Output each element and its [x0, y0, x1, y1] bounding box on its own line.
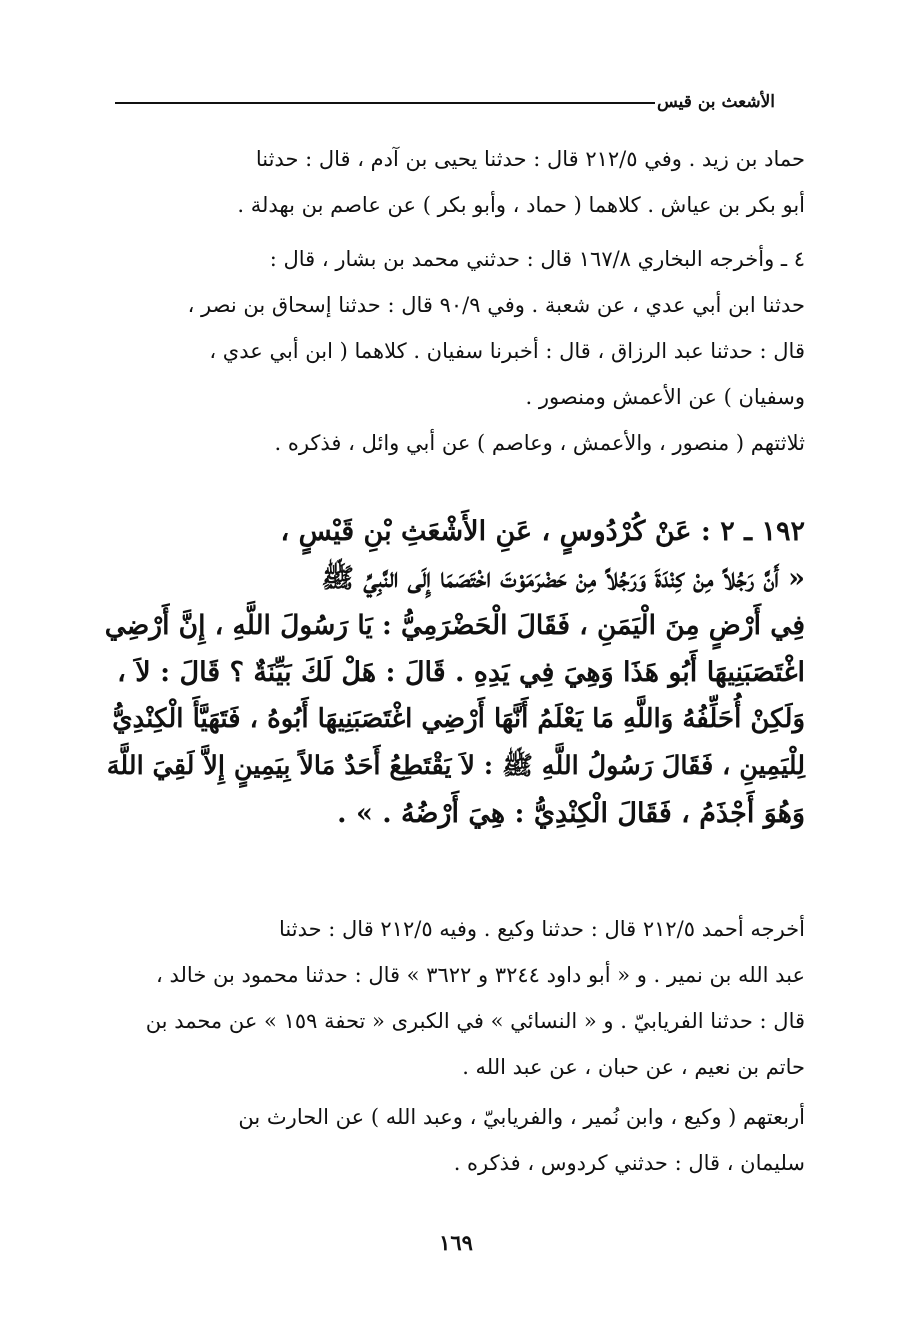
text-line: وسفيان ) عن الأعمش ومنصور . [525, 385, 805, 409]
header-rule [115, 102, 655, 104]
hadith-line: اغْتَصَبَنِيهَا أَبُو هَذَا وَهِيَ فِي يَدِهِ . قَالَ : هَلْ لَكَ بَيِّنَةٌ ؟ قَالَ : لاَ ، [117, 657, 805, 688]
hadith-line: ١٩٢ ـ ٢ : عَنْ كُرْدُوسٍ ، عَنِ الأَشْعَثِ بْنِ قَيْسٍ ، [280, 516, 805, 547]
note-paragraph-4 [105, 906, 805, 1090]
hadith-line: وَلَكِنْ أُحَلِّفُهُ وَاللَّهِ مَا يَعْلَمُ أَنَّهَا أَرْضِي اغْتَصَبَنِيهَا أَبُوهُ ، فَتَهَيَّأَ الْكِنْدِيُّ [112, 704, 805, 734]
text-line: أربعتهم ( وكيع ، وابن نُمير ، والفريابيّ ، وعبد الله ) عن الحارث بن [238, 1105, 805, 1129]
text-line: قال : حدثنا عبد الرزاق ، قال : أخبرنا سفيان . كلاهما ( ابن أبي عدي ، [209, 339, 805, 363]
running-header [115, 74, 775, 114]
text-line: ٤ ـ وأخرجه البخاري ١٦٧/٨ قال : حدثني محمد بن بشار ، قال : [269, 247, 805, 271]
note-paragraph-1 [105, 136, 805, 228]
note-paragraph-3 [105, 420, 805, 466]
text-line: حاتم بن نعيم ، عن حبان ، عن عبد الله . [462, 1055, 805, 1079]
note-paragraph-5 [105, 1094, 805, 1186]
hadith-line: « أَنَّ رَجُلاً مِنْ كِنْدَةَ وَرَجُلاً مِنْ حَضْرَمَوْتَ اخْتَصَمَا إِلَى النَّبِيِّ ﷺ [321, 563, 805, 594]
text-line: حدثنا ابن أبي عدي ، عن شعبة . وفي ٩٠/٩ قال : حدثنا إسحاق بن نصر ، [187, 293, 805, 317]
text-line: أبو بكر بن عياش . كلاهما ( حماد ، وأبو بكر ) عن عاصم بن بهدلة . [237, 193, 805, 217]
page-number: ١٦٩ [439, 1230, 473, 1255]
text-line: حماد بن زيد . وفي ٢١٢/٥ قال : حدثنا يحيى بن آدم ، قال : حدثنا [255, 147, 805, 171]
hadith-line: فِي أَرْضٍ مِنَ الْيَمَنِ ، فَقَالَ الْحَضْرَمِيُّ : يَا رَسُولَ اللَّهِ ، إِنَّ أَرْضِي [104, 610, 805, 641]
hadith-text [105, 508, 805, 837]
text-line: أخرجه أحمد ٢١٢/٥ قال : حدثنا وكيع . وفيه ٢١٢/٥ قال : حدثنا [279, 917, 805, 941]
text-line: ثلاثتهم ( منصور ، والأعمش ، وعاصم ) عن أبي وائل ، فذكره . [274, 431, 805, 455]
text-line: سليمان ، قال : حدثني كردوس ، فذكره . [453, 1151, 805, 1175]
note-paragraph-2 [105, 236, 805, 420]
hadith-line: لِلْيَمِينِ ، فَقَالَ رَسُولُ اللَّهِ ﷺ : لاَ يَقْتَطِعُ أَحَدٌ مَالاً بِيَمِينٍ إِلاَّ لَقِيَ اللَّهَ [106, 751, 805, 781]
text-line: قال : حدثنا الفريابيّ . و « النسائي » في الكبرى « تحفة ١٥٩ » عن محمد بن [145, 1009, 805, 1033]
text-line: عبد الله بن نمير . و « أبو داود ٣٢٤٤ و ٣٦٢٢ » قال : حدثنا محمود بن خالد ، [156, 963, 805, 987]
hadith-line: وَهُوَ أَجْذَمُ ، فَقَالَ الْكِنْدِيُّ : هِيَ أَرْضُهُ . » . [337, 798, 805, 829]
header-title: الأشعث بن قيس [657, 92, 775, 112]
